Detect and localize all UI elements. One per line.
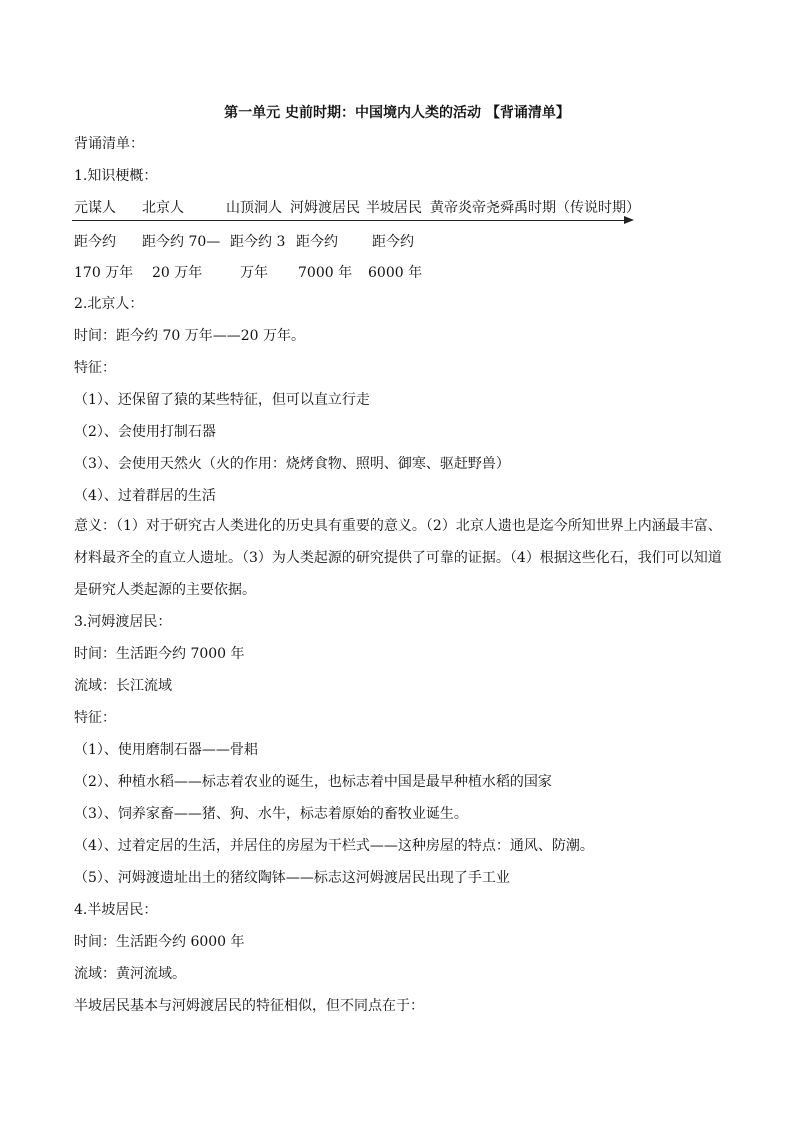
page-title: 第一单元 史前时期：中国境内人类的活动 【背诵清单】	[224, 105, 570, 121]
section-2-feature: （1）、还保留了猿的某些特征，但可以直立行走	[74, 392, 370, 408]
timeline-name-hemudu: 河姆渡居民	[290, 200, 360, 216]
timeline-name-banpo: 半坡居民	[366, 200, 422, 216]
section-4-heading: 4.半坡居民：	[74, 902, 158, 918]
timeline-name-shandingdong: 山顶洞人	[226, 200, 282, 216]
section-3-basin: 流域：长江流域	[74, 678, 172, 694]
timeline-date-2b: 20 万年	[152, 265, 203, 281]
section-3-feature: （1）、使用磨制石器——骨耜	[74, 742, 258, 758]
section-2-feature: （4）、过着群居的生活	[74, 488, 216, 504]
section-2-feature: （2）、会使用打制石器	[74, 424, 216, 440]
timeline-name-legend-period: 黄帝炎帝尧舜禹时期（传说时期）	[430, 200, 640, 216]
timeline-date-1a: 距今约	[74, 234, 116, 250]
timeline-date-4b: 7000 年	[298, 265, 353, 281]
timeline-date-2a: 距今约 70—	[142, 234, 221, 250]
section-3-time: 时间：生活距今约 7000 年	[74, 646, 245, 662]
section-4-basin: 流域：黄河流域。	[74, 966, 186, 982]
section-2-features-label: 特征：	[74, 360, 116, 376]
section-2-time: 时间：距今约 70 万年——20 万年。	[74, 328, 305, 344]
timeline-name-beijing: 北京人	[142, 200, 184, 216]
section-1-heading: 1.知识梗概：	[74, 168, 158, 184]
section-3-feature: （2）、种植水稻——标志着农业的诞生，也标志着中国是最早种植水稻的国家	[74, 774, 552, 790]
timeline-name-yuanmou: 元谋人	[74, 200, 116, 216]
timeline-date-1b: 170 万年	[74, 265, 134, 281]
section-2-feature: （3）、会使用天然火（火的作用：烧烤食物、照明、御寒、驱赶野兽）	[74, 456, 510, 472]
section-3-heading: 3.河姆渡居民：	[74, 614, 172, 630]
section-3-features-label: 特征：	[74, 710, 116, 726]
section-4-difference: 半坡居民基本与河姆渡居民的特征相似，但不同点在于：	[74, 998, 424, 1014]
timeline-date-3b: 万年	[240, 265, 268, 281]
timeline-arrow-head	[624, 216, 634, 224]
section-2-meaning: 意义：（1）对于研究古人类进化的历史具有重要的意义。（2）北京人遗也是迄今所知世界上内涵最丰富、材料最齐全的直立人遗址。（3）为人类起源的研究提供了可靠的证据。（4）根据这些化石，我们可以知道是研究人类起源的主要依据。	[74, 518, 722, 598]
timeline-date-5a: 距今约	[372, 234, 414, 250]
section-3-feature: （5）、河姆渡遗址出土的猪纹陶钵——标志这河姆渡居民出现了手工业	[74, 870, 510, 886]
section-4-time: 时间：生活距今约 6000 年	[74, 934, 245, 950]
timeline-date-3a: 距今约 3	[230, 234, 286, 250]
timeline-arrow	[72, 220, 632, 221]
timeline-date-4a: 距今约	[296, 234, 338, 250]
timeline-date-5b: 6000 年	[368, 265, 423, 281]
section-3-feature: （4）、过着定居的生活，并居住的房屋为干栏式——这种房屋的特点：通风、防潮。	[74, 838, 594, 854]
section-3-feature: （3）、饲养家畜——猪、狗、水牛，标志着原始的畜牧业诞生。	[74, 806, 468, 822]
intro-label: 背诵清单：	[74, 136, 144, 152]
section-2-heading: 2.北京人：	[74, 296, 144, 312]
